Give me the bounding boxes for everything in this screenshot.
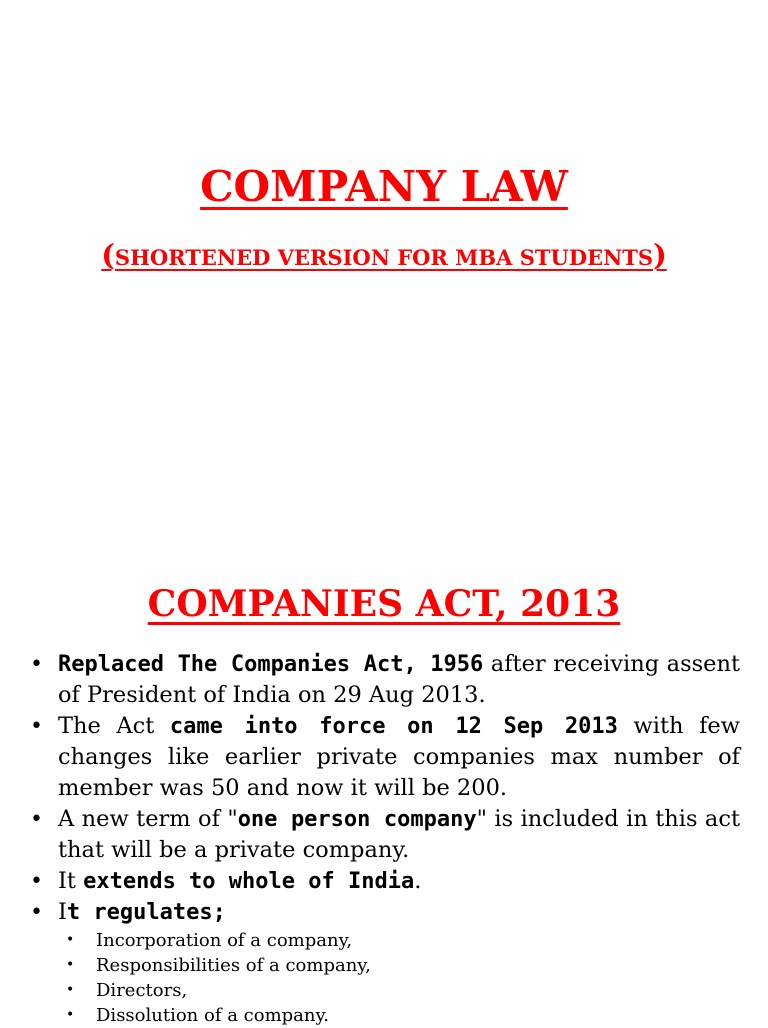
bullet-item bbox=[30, 649, 740, 711]
main-title: COMPANY LAW bbox=[200, 162, 568, 211]
bullet-bold: extends to whole of India bbox=[83, 869, 415, 894]
subtitle-close-paren: ) bbox=[653, 238, 667, 272]
bullet-item bbox=[30, 804, 740, 866]
bullet-text: I bbox=[58, 899, 67, 925]
bullet-text: after receiving assent of President of India on 29 Aug 2013. bbox=[58, 651, 741, 708]
bullet-list bbox=[30, 649, 740, 1028]
subtitle-text: SHORTENED VERSION FOR MBA STUDENTS bbox=[114, 245, 654, 270]
sub-bullet-item: • Directors, bbox=[56, 978, 738, 1003]
bullet-bold: came into force on 12 Sep 2013 bbox=[169, 714, 618, 739]
title-slide bbox=[0, 0, 768, 512]
subtitle-open-paren: ( bbox=[101, 238, 115, 272]
bullet-bold: one person company bbox=[237, 807, 477, 832]
bullet-text: with few changes like earlier private companies max number of member was 50 and now it will be 200. bbox=[58, 713, 741, 801]
bullet-text: The Act bbox=[58, 713, 170, 739]
bullet-item bbox=[30, 866, 740, 897]
bullet-bold: t regulates; bbox=[66, 900, 226, 925]
section-title: COMPANIES ACT, 2013 bbox=[147, 583, 621, 625]
sub-bullet-item: • Dissolution of a company. bbox=[56, 1003, 738, 1028]
bullet-text: It bbox=[58, 868, 84, 894]
bullet-text: " is included in this act that will be a private company. bbox=[58, 806, 740, 863]
bullet-item bbox=[30, 897, 740, 1028]
bullet-bold: Replaced The Companies Act, 1956 bbox=[58, 652, 484, 677]
bullet-text: . bbox=[414, 868, 422, 894]
sub-bullet-list bbox=[56, 928, 738, 1028]
bullet-item bbox=[30, 711, 740, 804]
sub-bullet-item: • Incorporation of a company, bbox=[56, 928, 738, 953]
content-slide bbox=[0, 512, 768, 1024]
subtitle bbox=[0, 238, 768, 272]
bullet-text: A new term of " bbox=[58, 806, 238, 832]
sub-bullet-item: • Responsibilities of a company, bbox=[56, 953, 738, 978]
